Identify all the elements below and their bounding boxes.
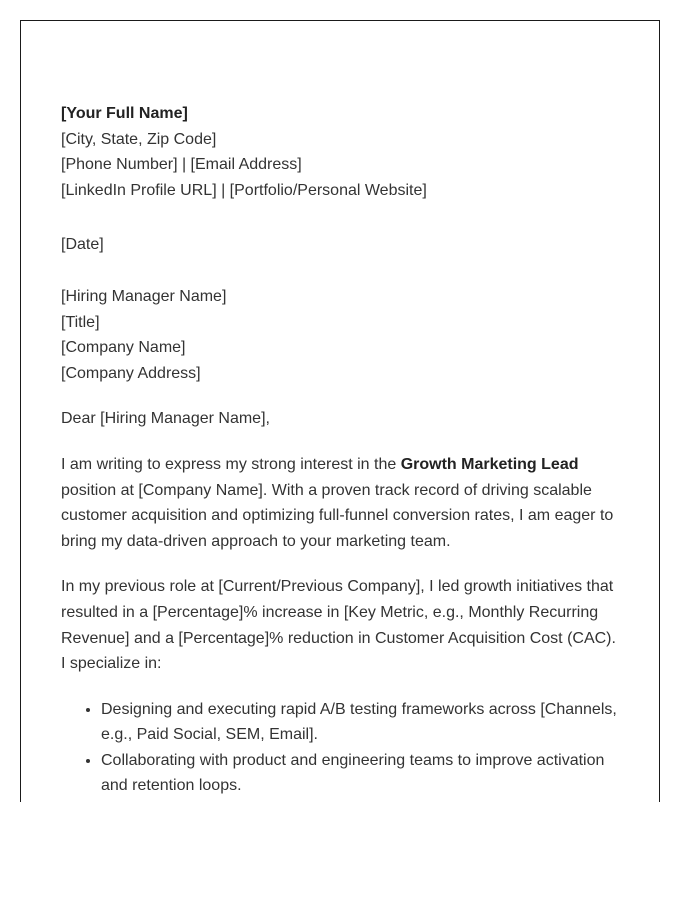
intro-paragraph (61, 452, 621, 554)
recipient-name: [Hiring Manager Name] (61, 287, 227, 305)
sender-contact-line: [Phone Number] | [Email Address] (61, 156, 302, 174)
sender-city-line: [City, State, Zip Code] (61, 130, 217, 148)
recipient-title: [Title] (61, 313, 100, 331)
list-item: • Designing and executing rapid A/B testing frameworks across [Channels, e.g., Paid Social, SEM, Email]. (101, 697, 621, 748)
sender-name: [Your Full Name] (61, 105, 188, 122)
intro-text-before: I am writing to express my strong interest in the (61, 455, 401, 473)
intro-text-after: position at [Company Name]. With a proven track record of driving scalable customer acquisition and optimizing full-funnel conversion rates, I am eager to bring my data-driven approach to your marketing team. (61, 481, 614, 550)
date-block (61, 232, 621, 258)
letter-date: [Date] (61, 236, 104, 254)
recipient-block (61, 284, 621, 386)
list-item: • Collaborating with product and engineering teams to improve activation and retention loops. (101, 748, 621, 799)
recipient-company: [Company Name] (61, 339, 186, 357)
document-page (20, 20, 660, 802)
experience-paragraph: In my previous role at [Current/Previous Company], I led growth initiatives that resulted in a [Percentage]% increase in [Key Metric, e.g., Monthly Recurring Revenue] and a [Percentage]% reduction in Customer Acquisition Cost (CAC). I specialize in: (61, 578, 616, 673)
sender-header (61, 101, 621, 203)
recipient-address: [Company Address] (61, 364, 201, 382)
position-title: Growth Marketing Lead (400, 455, 579, 473)
salutation: Dear [Hiring Manager Name], (61, 410, 270, 428)
skills-list (61, 697, 621, 799)
sender-web-line: [LinkedIn Profile URL] | [Portfolio/Personal Website] (61, 181, 427, 199)
cover-letter-body (61, 101, 621, 799)
